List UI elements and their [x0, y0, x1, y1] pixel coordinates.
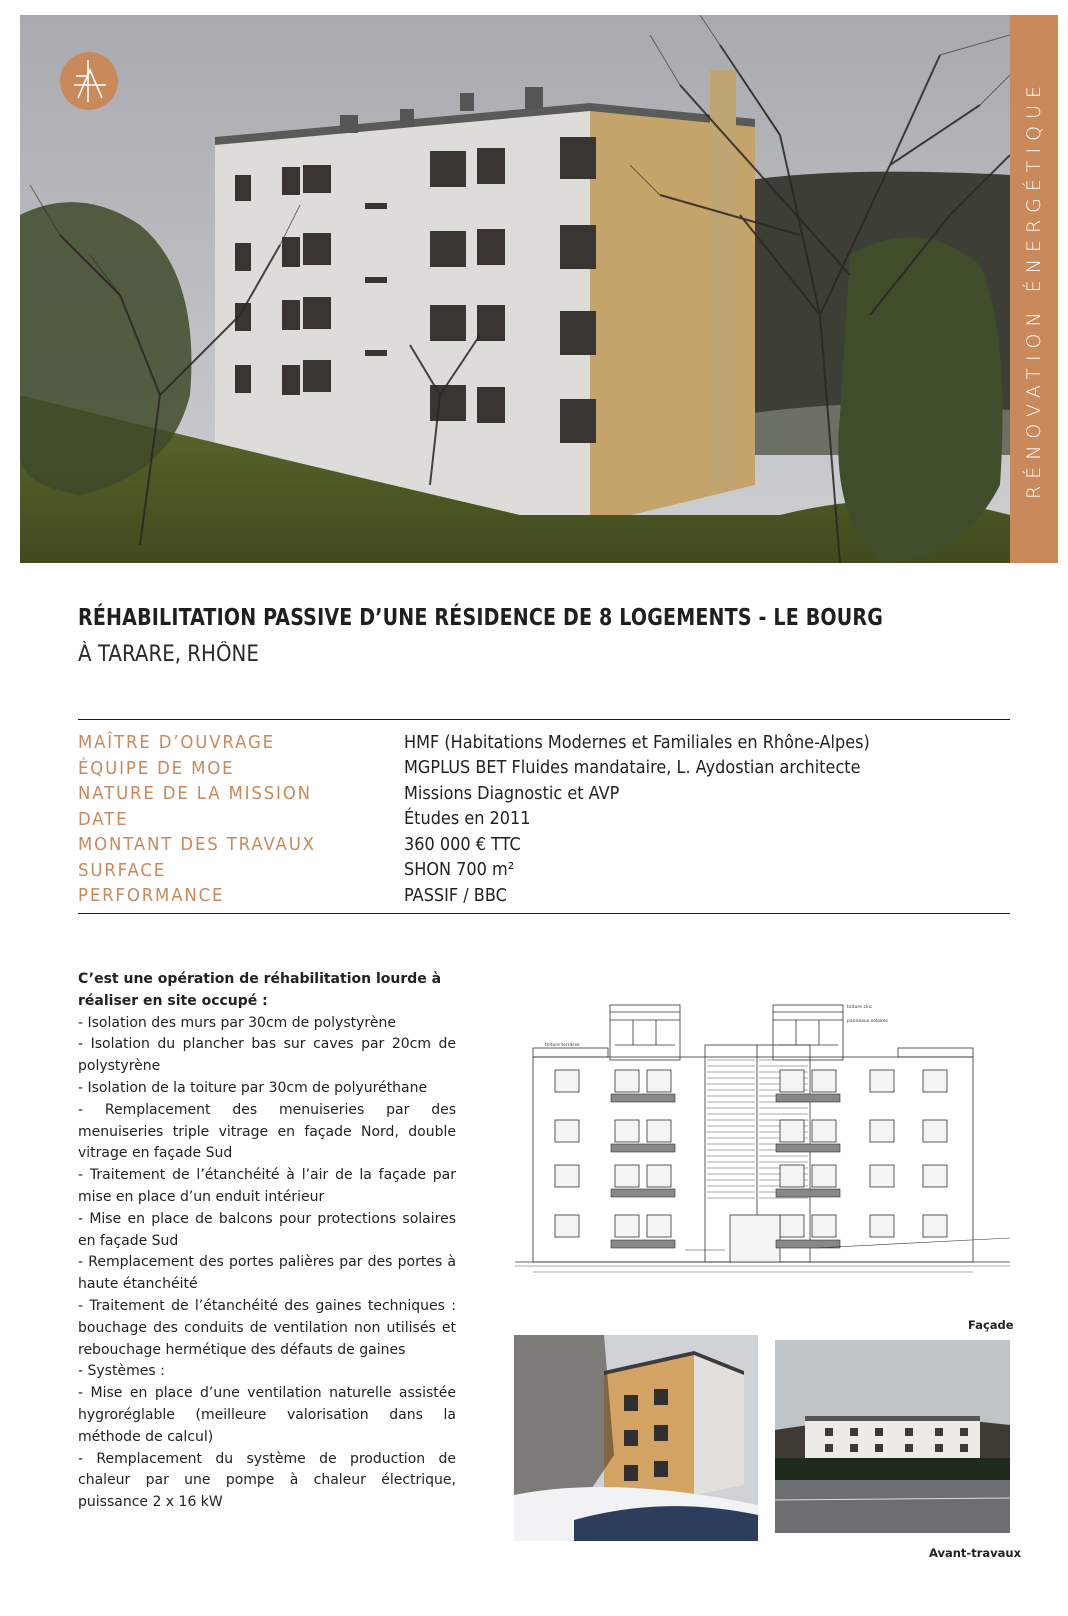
monogram-logo-icon — [60, 52, 118, 110]
info-value: Études en 2011 — [404, 809, 531, 830]
info-key: MAÎTRE D’OUVRAGE — [78, 732, 275, 754]
info-row — [78, 756, 1010, 782]
info-row — [78, 832, 1010, 858]
info-key: PERFORMANCE — [78, 885, 225, 907]
facade-caption: Façade — [968, 1318, 1014, 1332]
info-value: PASSIF / BBC — [404, 885, 507, 906]
before-caption: Avant-travaux — [929, 1546, 1021, 1560]
drawing-label-toiture-zinc: toiture zinc — [847, 1005, 873, 1010]
description-item: - Isolation des murs par 30cm de polystyrène — [78, 1014, 396, 1031]
info-row — [78, 858, 1010, 884]
description-item: - Remplacement des menuiseries par des menuiseries triple vitrage en façade Nord, double vitrage en façade Sud — [78, 1101, 456, 1162]
info-row — [78, 730, 1010, 756]
hero-photo — [20, 15, 1010, 563]
drawing-label-panneaux: panneaux solaires — [847, 1019, 889, 1024]
description-item: - Mise en place de balcons pour protections solaires en façade Sud — [78, 1210, 456, 1249]
facade-elevation-drawing — [515, 1000, 1010, 1280]
info-value: SHON 700 m² — [404, 860, 515, 881]
project-location: À TARARE, RHÔNE — [78, 642, 259, 667]
description-item: - Isolation du plancher bas sur caves par 20cm de polystyrène — [78, 1036, 456, 1075]
info-row — [78, 883, 1010, 909]
before-photo-1 — [514, 1335, 758, 1541]
info-row — [78, 781, 1010, 807]
description-item: - Systèmes : — [78, 1363, 165, 1380]
drawing-label-toiture-terrasse: toiture terrasse — [545, 1043, 580, 1048]
info-key: DATE — [78, 808, 129, 830]
info-row — [78, 807, 1010, 833]
category-label: RÉNOVATION ÉNERGÉTIQUE — [1023, 79, 1045, 499]
info-value: MGPLUS BET Fluides mandataire, L. Aydostian architecte — [404, 758, 861, 779]
description-item: - Traitement de l’étanchéité à l’air de la façade par mise en place d’un enduit intérieur — [78, 1167, 456, 1205]
category-side-tag — [1010, 15, 1058, 563]
description-item: - Mise en place d’une ventilation naturelle assistée hygroréglable (meilleure valorisation dans la méthode de calcul) — [78, 1385, 456, 1445]
project-info-table — [78, 719, 1010, 914]
project-title: RÉHABILITATION PASSIVE D’UNE RÉSIDENCE DE 8 LOGEMENTS - LE BOURG — [78, 605, 884, 631]
description-item: - Isolation de la toiture par 30cm de polyuréthane — [78, 1079, 428, 1096]
info-key: MONTANT DES TRAVAUX — [78, 834, 316, 856]
info-value: HMF (Habitations Modernes et Familiales en Rhône-Alpes) — [404, 732, 870, 753]
description-item: - Traitement de l’étanchéité des gaines techniques : bouchage des conduits de ventilation non utilisés et rebouchage hermétique des défauts de gaines — [78, 1297, 456, 1358]
description-lead: C’est une opération de réhabilitation lourde à réaliser en site occupé : — [78, 971, 442, 1009]
info-value: Missions Diagnostic et AVP — [404, 783, 620, 804]
project-description — [78, 969, 456, 1514]
info-key: ÉQUIPE DE MOE — [78, 757, 235, 779]
info-key: NATURE DE LA MISSION — [78, 783, 312, 805]
description-item: - Remplacement du système de production de chaleur par une pompe à chaleur électrique, puissance 2 x 16 kW — [78, 1450, 456, 1511]
info-key: SURFACE — [78, 859, 167, 881]
info-value: 360 000 € TTC — [404, 834, 521, 855]
description-item: - Remplacement des portes palières par des portes à haute étanchéité — [78, 1254, 456, 1293]
before-photo-2 — [775, 1340, 1010, 1533]
